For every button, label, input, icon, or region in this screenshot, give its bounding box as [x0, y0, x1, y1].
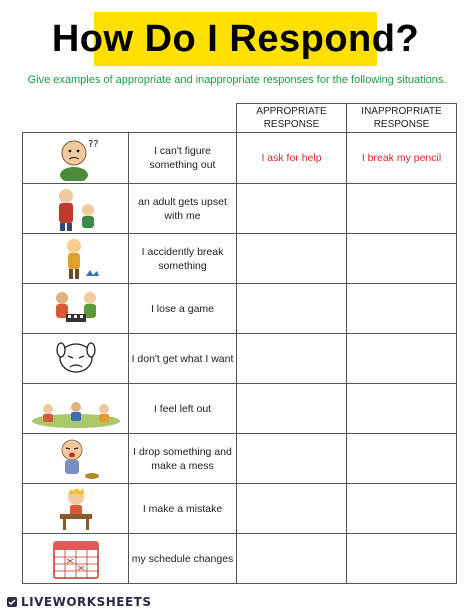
table-row — [23, 234, 457, 284]
liveworksheets-logo-icon — [6, 596, 18, 608]
inappropriate-cell[interactable] — [347, 484, 457, 534]
header-appropriate: APPROPRIATE RESPONSE — [237, 104, 347, 133]
header-inappropriate: INAPPROPRIATE RESPONSE — [347, 104, 457, 133]
table-row — [23, 284, 457, 334]
table-row — [23, 133, 457, 184]
inappropriate-cell[interactable] — [347, 384, 457, 434]
situation-cell: I drop something and make a mess — [129, 434, 237, 484]
table-row — [23, 184, 457, 234]
appropriate-cell[interactable] — [237, 184, 347, 234]
situation-cell: I lose a game — [129, 284, 237, 334]
picture-cell — [23, 234, 129, 284]
picture-cell — [23, 384, 129, 434]
situation-cell: I don't get what I want — [129, 334, 237, 384]
inappropriate-cell[interactable] — [347, 434, 457, 484]
appropriate-cell[interactable] — [237, 284, 347, 334]
situation-cell: an adult gets upset with me — [129, 184, 237, 234]
appropriate-cell[interactable] — [237, 234, 347, 284]
inappropriate-cell[interactable] — [347, 284, 457, 334]
broken-vase-child-icon — [48, 236, 104, 282]
situation-cell: my schedule changes — [129, 534, 237, 584]
inappropriate-cell[interactable] — [347, 334, 457, 384]
svg-text:??: ?? — [87, 139, 99, 150]
picture-cell — [23, 484, 129, 534]
inappropriate-cell[interactable] — [347, 184, 457, 234]
header-blank — [129, 104, 237, 133]
response-table — [22, 103, 457, 584]
footer-brand: LIVEWORKSHEETS — [21, 595, 152, 609]
inappropriate-cell[interactable] — [347, 234, 457, 284]
board-game-kids-icon — [48, 286, 104, 332]
appropriate-cell[interactable] — [237, 484, 347, 534]
inappropriate-cell[interactable]: I break my pencil — [347, 133, 457, 184]
table-row — [23, 484, 457, 534]
picture-cell — [23, 334, 129, 384]
situation-cell: I accidently break something — [129, 234, 237, 284]
title-banner — [51, 12, 420, 66]
footer — [6, 595, 151, 609]
picture-cell — [23, 434, 129, 484]
table-row — [23, 434, 457, 484]
student-desk-icon — [48, 486, 104, 532]
kids-playing-icon — [30, 389, 122, 429]
instructions: Give examples of appropriate and inappropriate responses for the following situations. — [27, 74, 447, 86]
inappropriate-cell[interactable] — [347, 534, 457, 584]
appropriate-cell[interactable] — [237, 334, 347, 384]
picture-cell — [23, 184, 129, 234]
header-row — [23, 104, 457, 133]
appropriate-cell[interactable]: I ask for help — [237, 133, 347, 184]
picture-cell — [23, 284, 129, 334]
appropriate-cell[interactable] — [237, 384, 347, 434]
table-row — [23, 334, 457, 384]
situation-cell: I can't figure something out — [129, 133, 237, 184]
calendar-icon — [48, 536, 104, 582]
appropriate-cell[interactable] — [237, 434, 347, 484]
crying-child-icon — [48, 436, 104, 482]
table-row — [23, 384, 457, 434]
header-blank — [23, 104, 129, 133]
page-title: How Do I Respond? — [51, 17, 420, 60]
scolding-adult-icon — [48, 186, 104, 232]
upset-cartoon-icon — [48, 336, 104, 382]
situation-cell: I feel left out — [129, 384, 237, 434]
appropriate-cell[interactable] — [237, 534, 347, 584]
picture-cell — [23, 534, 129, 584]
confused-man-icon — [48, 135, 104, 181]
picture-cell — [23, 133, 129, 184]
table-row — [23, 534, 457, 584]
situation-cell: I make a mistake — [129, 484, 237, 534]
